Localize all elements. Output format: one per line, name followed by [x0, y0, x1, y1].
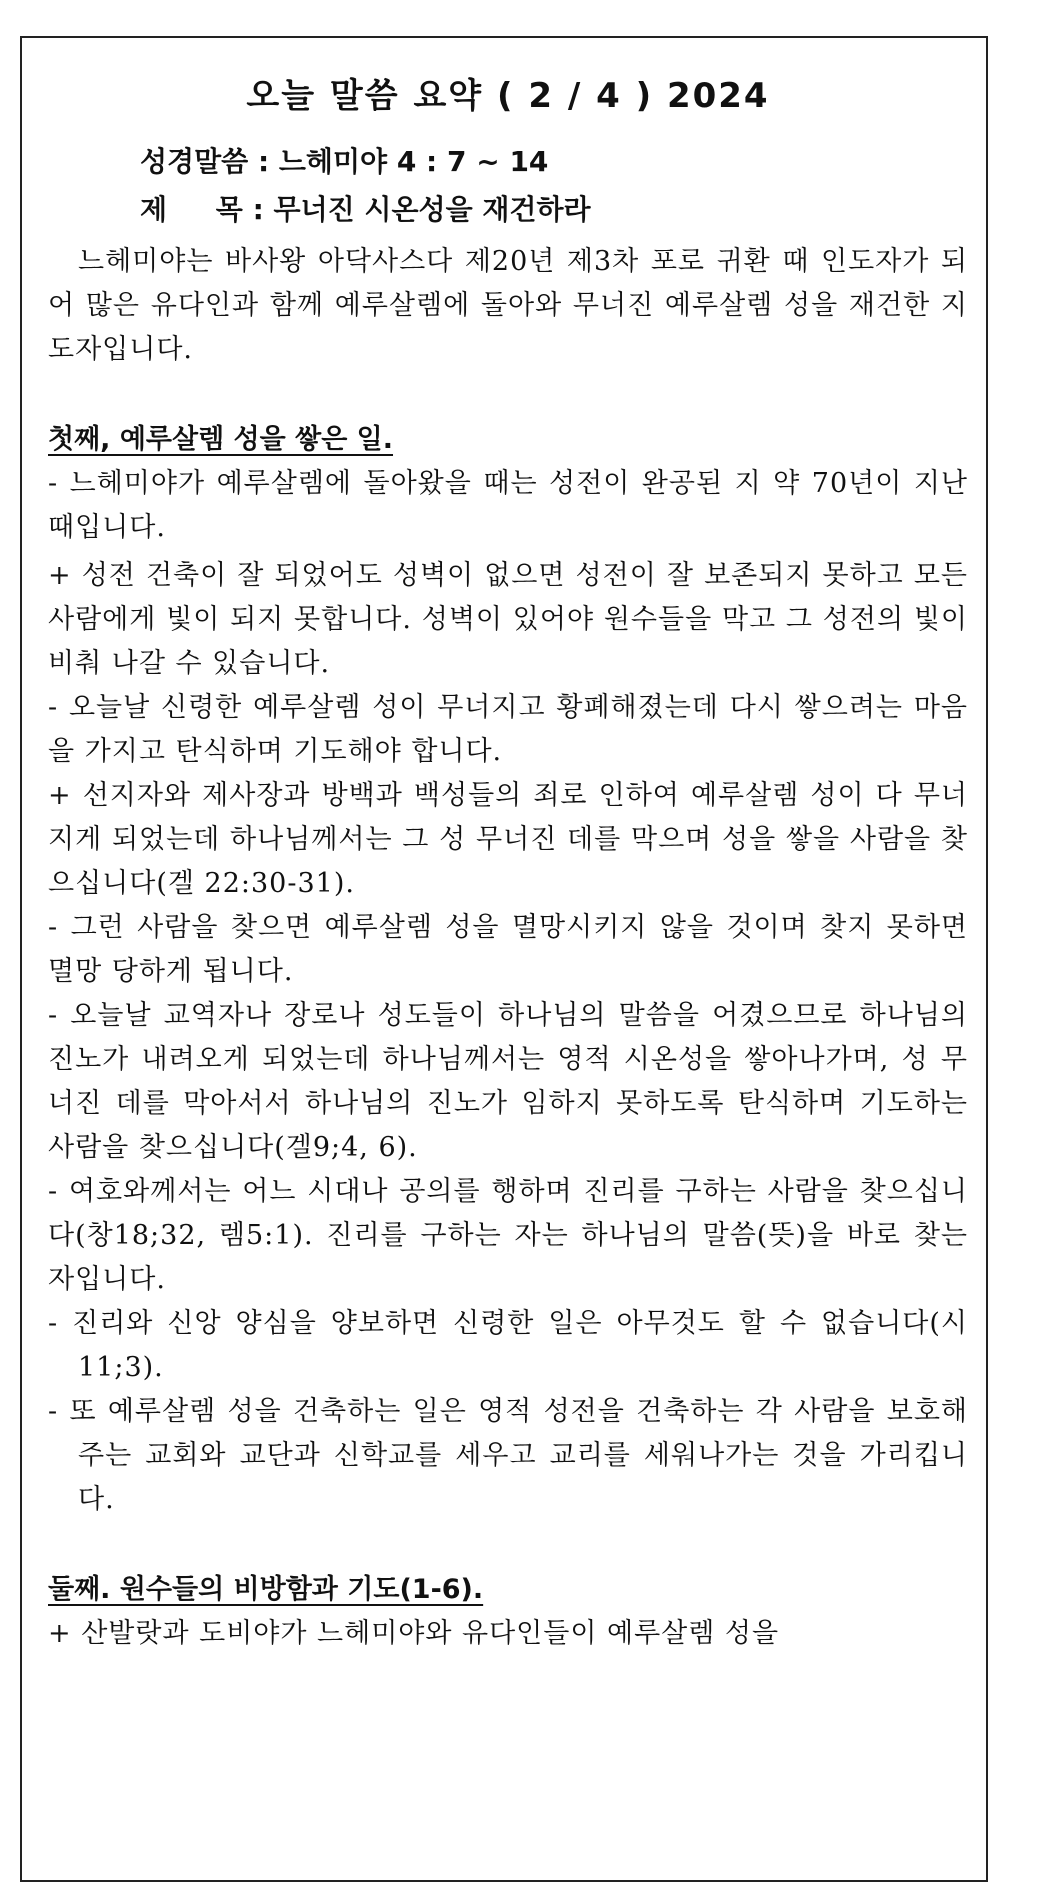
list-item: + 산발랏과 도비야가 느헤미야와 유다인들이 예루살렘 성을: [48, 1618, 780, 1649]
list-item: - 또 예루살렘 성을 건축하는 일은 영적 성전을 건축하는 각 사람을 보호해주는 교회와 교단과 신학교를 세우고 교리를 세워나가는 것을 가리킵니다.: [48, 1396, 968, 1515]
list-item: + 선지자와 제사장과 방백과 백성들의 죄로 인하여 예루살렘 성이 다 무너지게 되었는데 하나님께서는 그 성 무너진 데를 막으며 성을 쌓을 사람을 찾으십니다(겔 22:30-31).: [48, 780, 968, 899]
list-item: - 오늘날 교역자나 장로나 성도들이 하나님의 말씀을 어겼으므로 하나님의 진노가 내려오게 되었는데 하나님께서는 영적 시온성을 쌓아나가며, 성 무너진 데를 막아서서 하나님의 진노가 임하지 못하도록 탄식하며 기도하는 사람을 찾으십니다(겔9;4, 6).: [48, 1000, 968, 1163]
document-content: [48, 60, 968, 1656]
document-page: [20, 36, 988, 1882]
scripture-reference: 성경말씀 : 느헤미야 4 : 7 ~ 14: [140, 145, 549, 178]
intro-paragraph: 느헤미야는 바사왕 아닥사스다 제20년 제3차 포로 귀환 때 인도자가 되어 많은 유다인과 함께 예루살렘에 돌아와 무너진 예루살렘 성을 재건한 지도자입니다.: [48, 246, 968, 365]
section-heading-first: 첫째, 예루살렘 성을 쌓은 일.: [48, 424, 394, 455]
list-item: - 느헤미야가 예루살렘에 돌아왔을 때는 성전이 완공된 지 약 70년이 지난 때입니다.: [48, 468, 968, 543]
list-item: - 오늘날 신령한 예루살렘 성이 무너지고 황폐해졌는데 다시 쌓으려는 마음을 가지고 탄식하며 기도해야 합니다.: [48, 692, 968, 767]
sermon-subject: 제 목 : 무너진 시온성을 재건하라: [140, 193, 591, 226]
list-item: + 성전 건축이 잘 되었어도 성벽이 없으면 성전이 잘 보존되지 못하고 모든 사람에게 빛이 되지 못합니다. 성벽이 있어야 원수들을 막고 그 성전의 빛이 비춰 나갈 수 있습니다.: [48, 560, 968, 679]
document-title: 오늘 말씀 요약 ( 2 / 4 ) 2024: [246, 76, 770, 116]
section-heading-second: 둘째. 원수들의 비방함과 기도(1-6).: [48, 1574, 484, 1605]
list-item: - 여호와께서는 어느 시대나 공의를 행하며 진리를 구하는 사람을 찾으십니다(창18;32, 렘5:1). 진리를 구하는 자는 하나님의 말씀(뜻)을 바로 찾는 자입니다.: [48, 1176, 968, 1295]
list-item: - 진리와 신앙 양심을 양보하면 신령한 일은 아무것도 할 수 없습니다(시11;3).: [48, 1308, 968, 1383]
list-item: - 그런 사람을 찾으면 예루살렘 성을 멸망시키지 않을 것이며 찾지 못하면 멸망 당하게 됩니다.: [48, 912, 968, 987]
